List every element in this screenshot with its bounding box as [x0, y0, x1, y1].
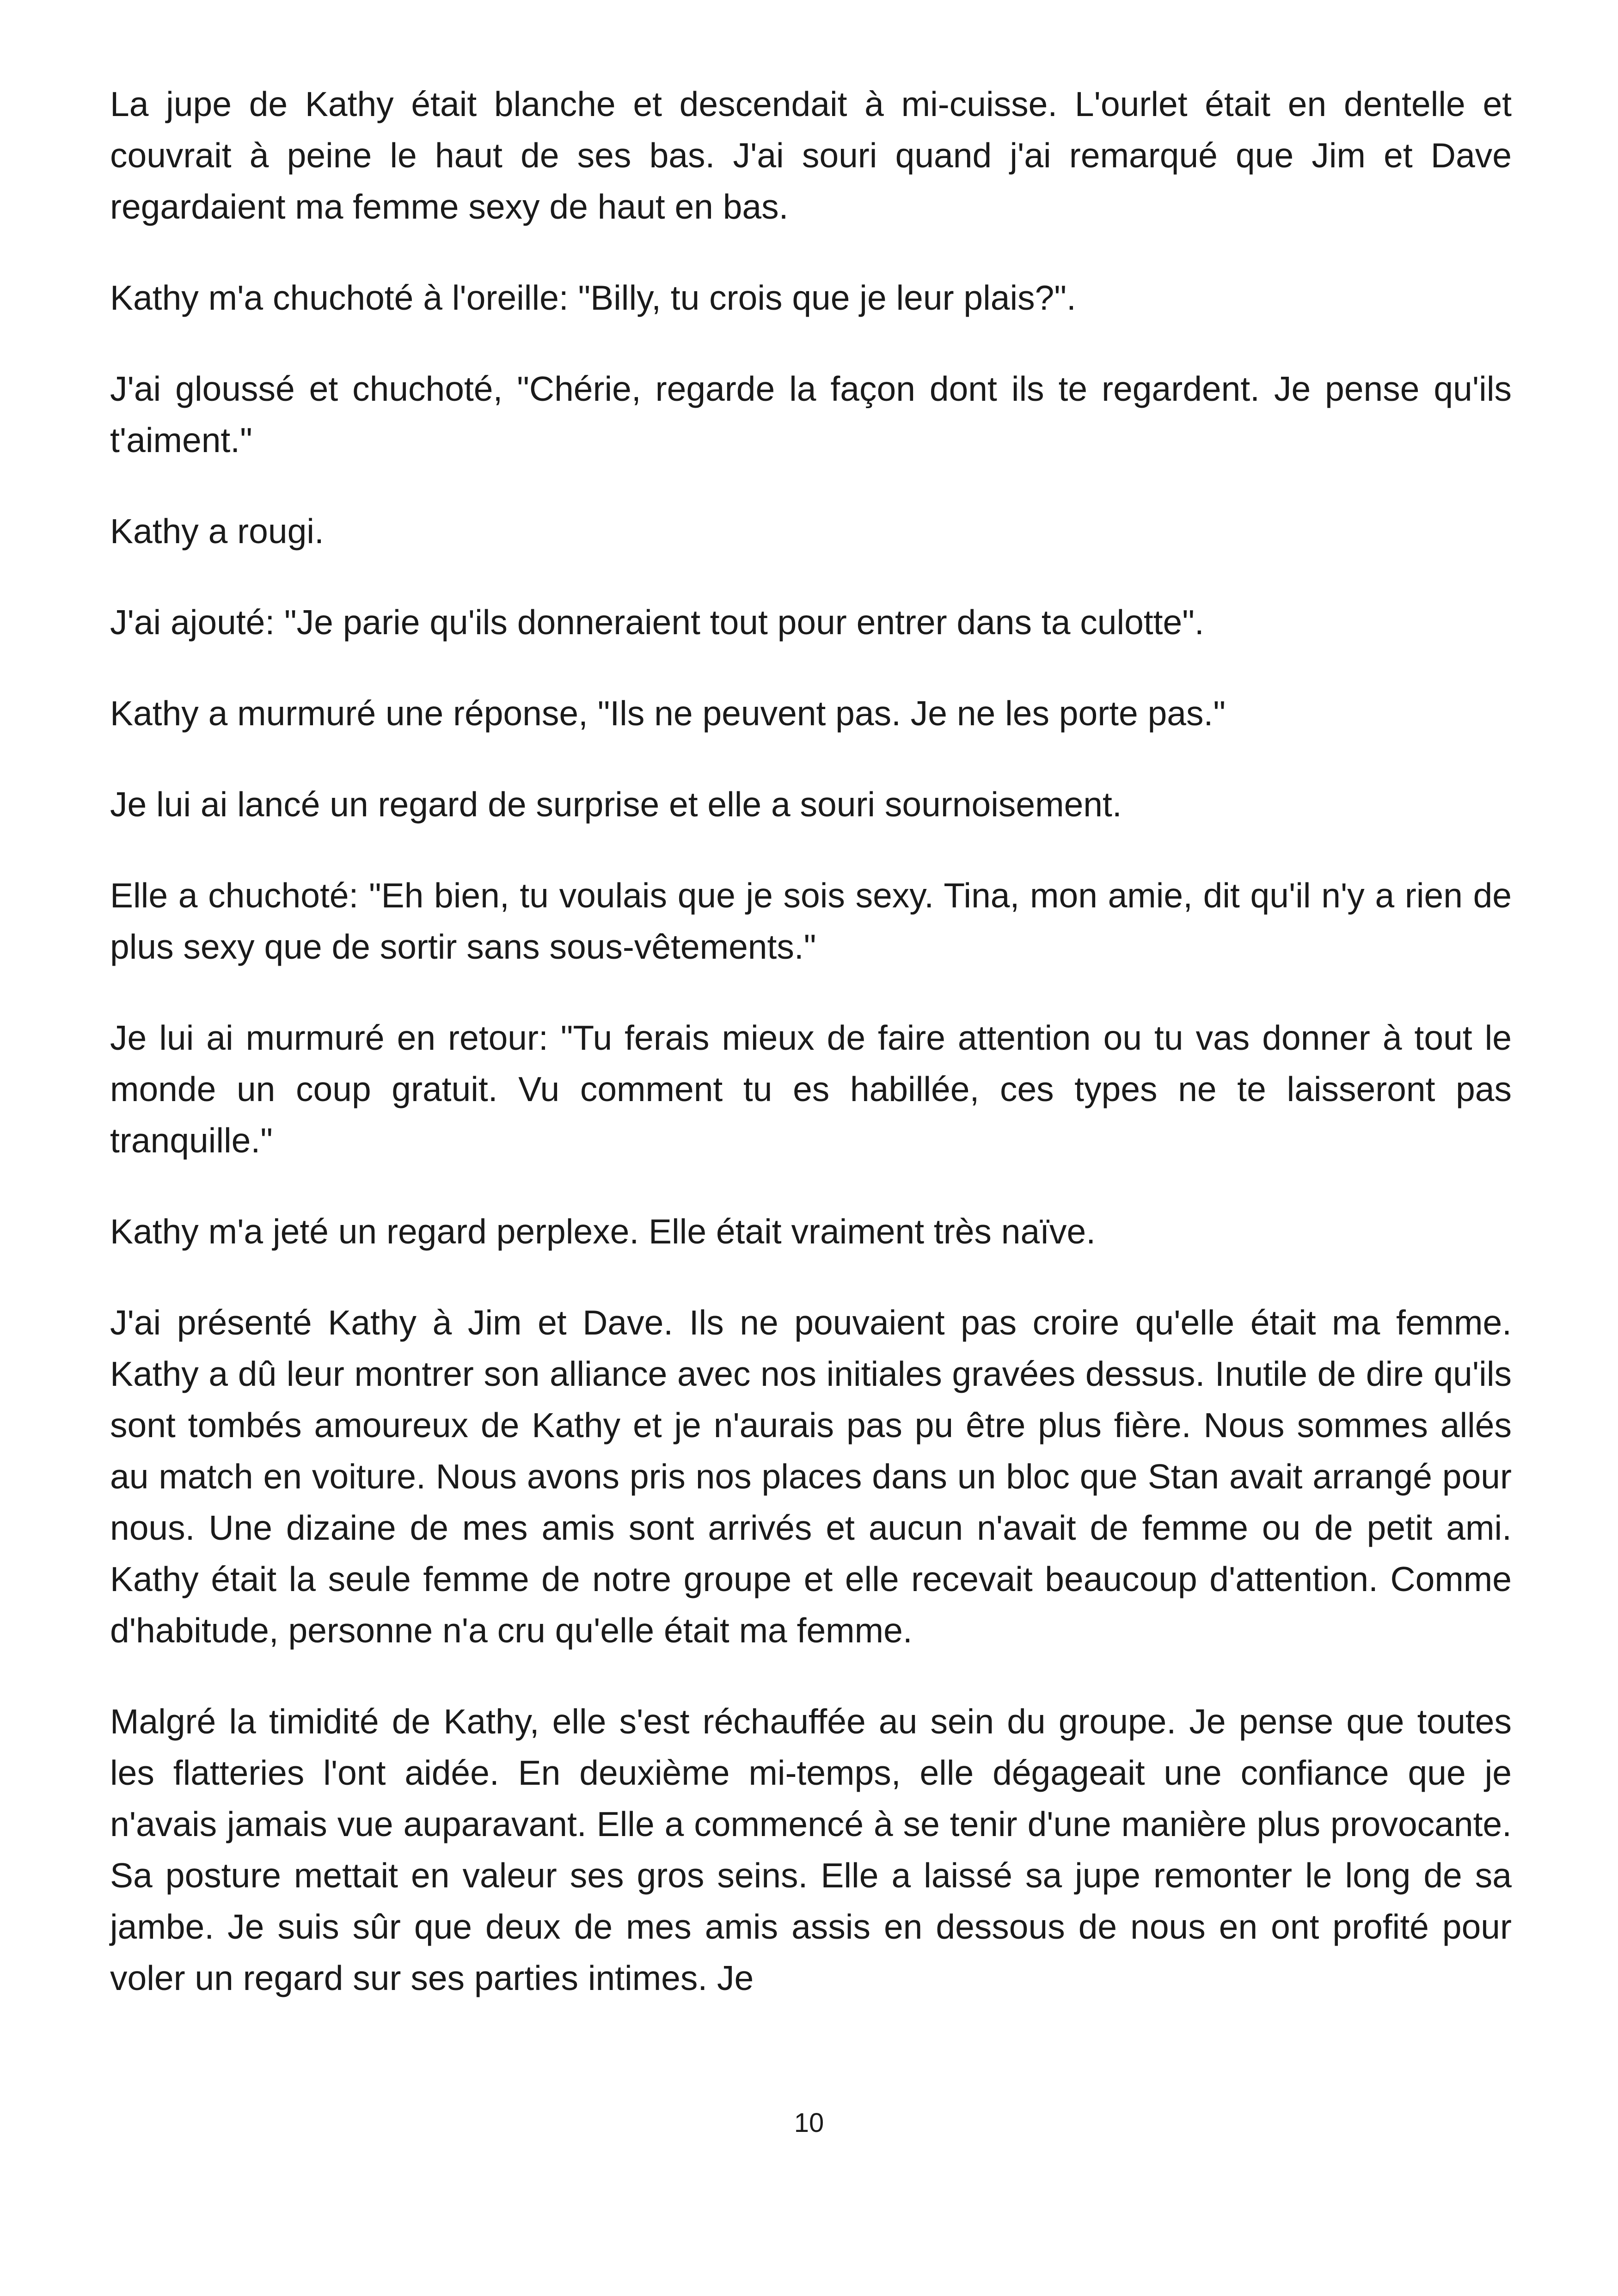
paragraph-12: Malgré la timidité de Kathy, elle s'est réchauffée au sein du groupe. Je pense que toutes les flatteries l'ont aidée. En deuxième mi-temps, elle dégageait une confiance que je n'avais jamais vue auparavant. Elle a commencé à se tenir d'une manière plus provocante. Sa posture mettait en valeur ses gros seins. Elle a laissé sa jupe remonter le long de sa jambe. Je suis sûr que deux de mes amis assis en dessous de nous en ont profité pour voler un regard sur ses parties intimes. Je [110, 1702, 1512, 1997]
paragraph-6: Kathy a murmuré une réponse, "Ils ne peuvent pas. Je ne les porte pas." [110, 694, 1226, 733]
paragraph-5: J'ai ajouté: "Je parie qu'ils donneraient tout pour entrer dans ta culotte". [110, 603, 1204, 642]
paragraph-4: Kathy a rougi. [110, 512, 324, 551]
paragraph-9: Je lui ai murmuré en retour: "Tu ferais mieux de faire attention ou tu vas donner à tout le monde un coup gratuit. Vu comment tu es habillée, ces types ne te laisseront pas tranquille." [110, 1018, 1512, 1160]
paragraph-11: J'ai présenté Kathy à Jim et Dave. Ils ne pouvaient pas croire qu'elle était ma femme. Kathy a dû leur montrer son alliance avec nos initiales gravées dessus. Inutile de dire qu'ils sont tombés amoureux de Kathy et je n'aurais pas pu être plus fière. Nous sommes allés au match en voiture. Nous avons pris nos places dans un bloc que Stan avait arrangé pour nous. Une dizaine de mes amis sont arrivés et aucun n'avait de femme ou de petit ami. Kathy était la seule femme de notre groupe et elle recevait beaucoup d'attention. Comme d'habitude, personne n'a cru qu'elle était ma femme. [110, 1303, 1512, 1650]
body-text [110, 79, 1512, 2044]
paragraph-7: Je lui ai lancé un regard de surprise et elle a souri sournoisement. [110, 785, 1122, 824]
paragraph-3: J'ai gloussé et chuchoté, "Chérie, regarde la façon dont ils te regardent. Je pense qu'ils t'aiment." [110, 369, 1512, 459]
paragraph-2: Kathy m'a chuchoté à l'oreille: "Billy, tu crois que je leur plais?". [110, 278, 1076, 317]
paragraph-1: La jupe de Kathy était blanche et descendait à mi-cuisse. L'ourlet était en dentelle et couvrait à peine le haut de ses bas. J'ai souri quand j'ai remarqué que Jim et Dave regardaient ma femme sexy de haut en bas. [110, 85, 1512, 226]
paragraph-10: Kathy m'a jeté un regard perplexe. Elle était vraiment très naïve. [110, 1212, 1096, 1251]
page-number: 10 [794, 2108, 824, 2138]
paragraph-8: Elle a chuchoté: "Eh bien, tu voulais que je sois sexy. Tina, mon amie, dit qu'il n'y a rien de plus sexy que de sortir sans sous-vêtements." [110, 876, 1512, 966]
